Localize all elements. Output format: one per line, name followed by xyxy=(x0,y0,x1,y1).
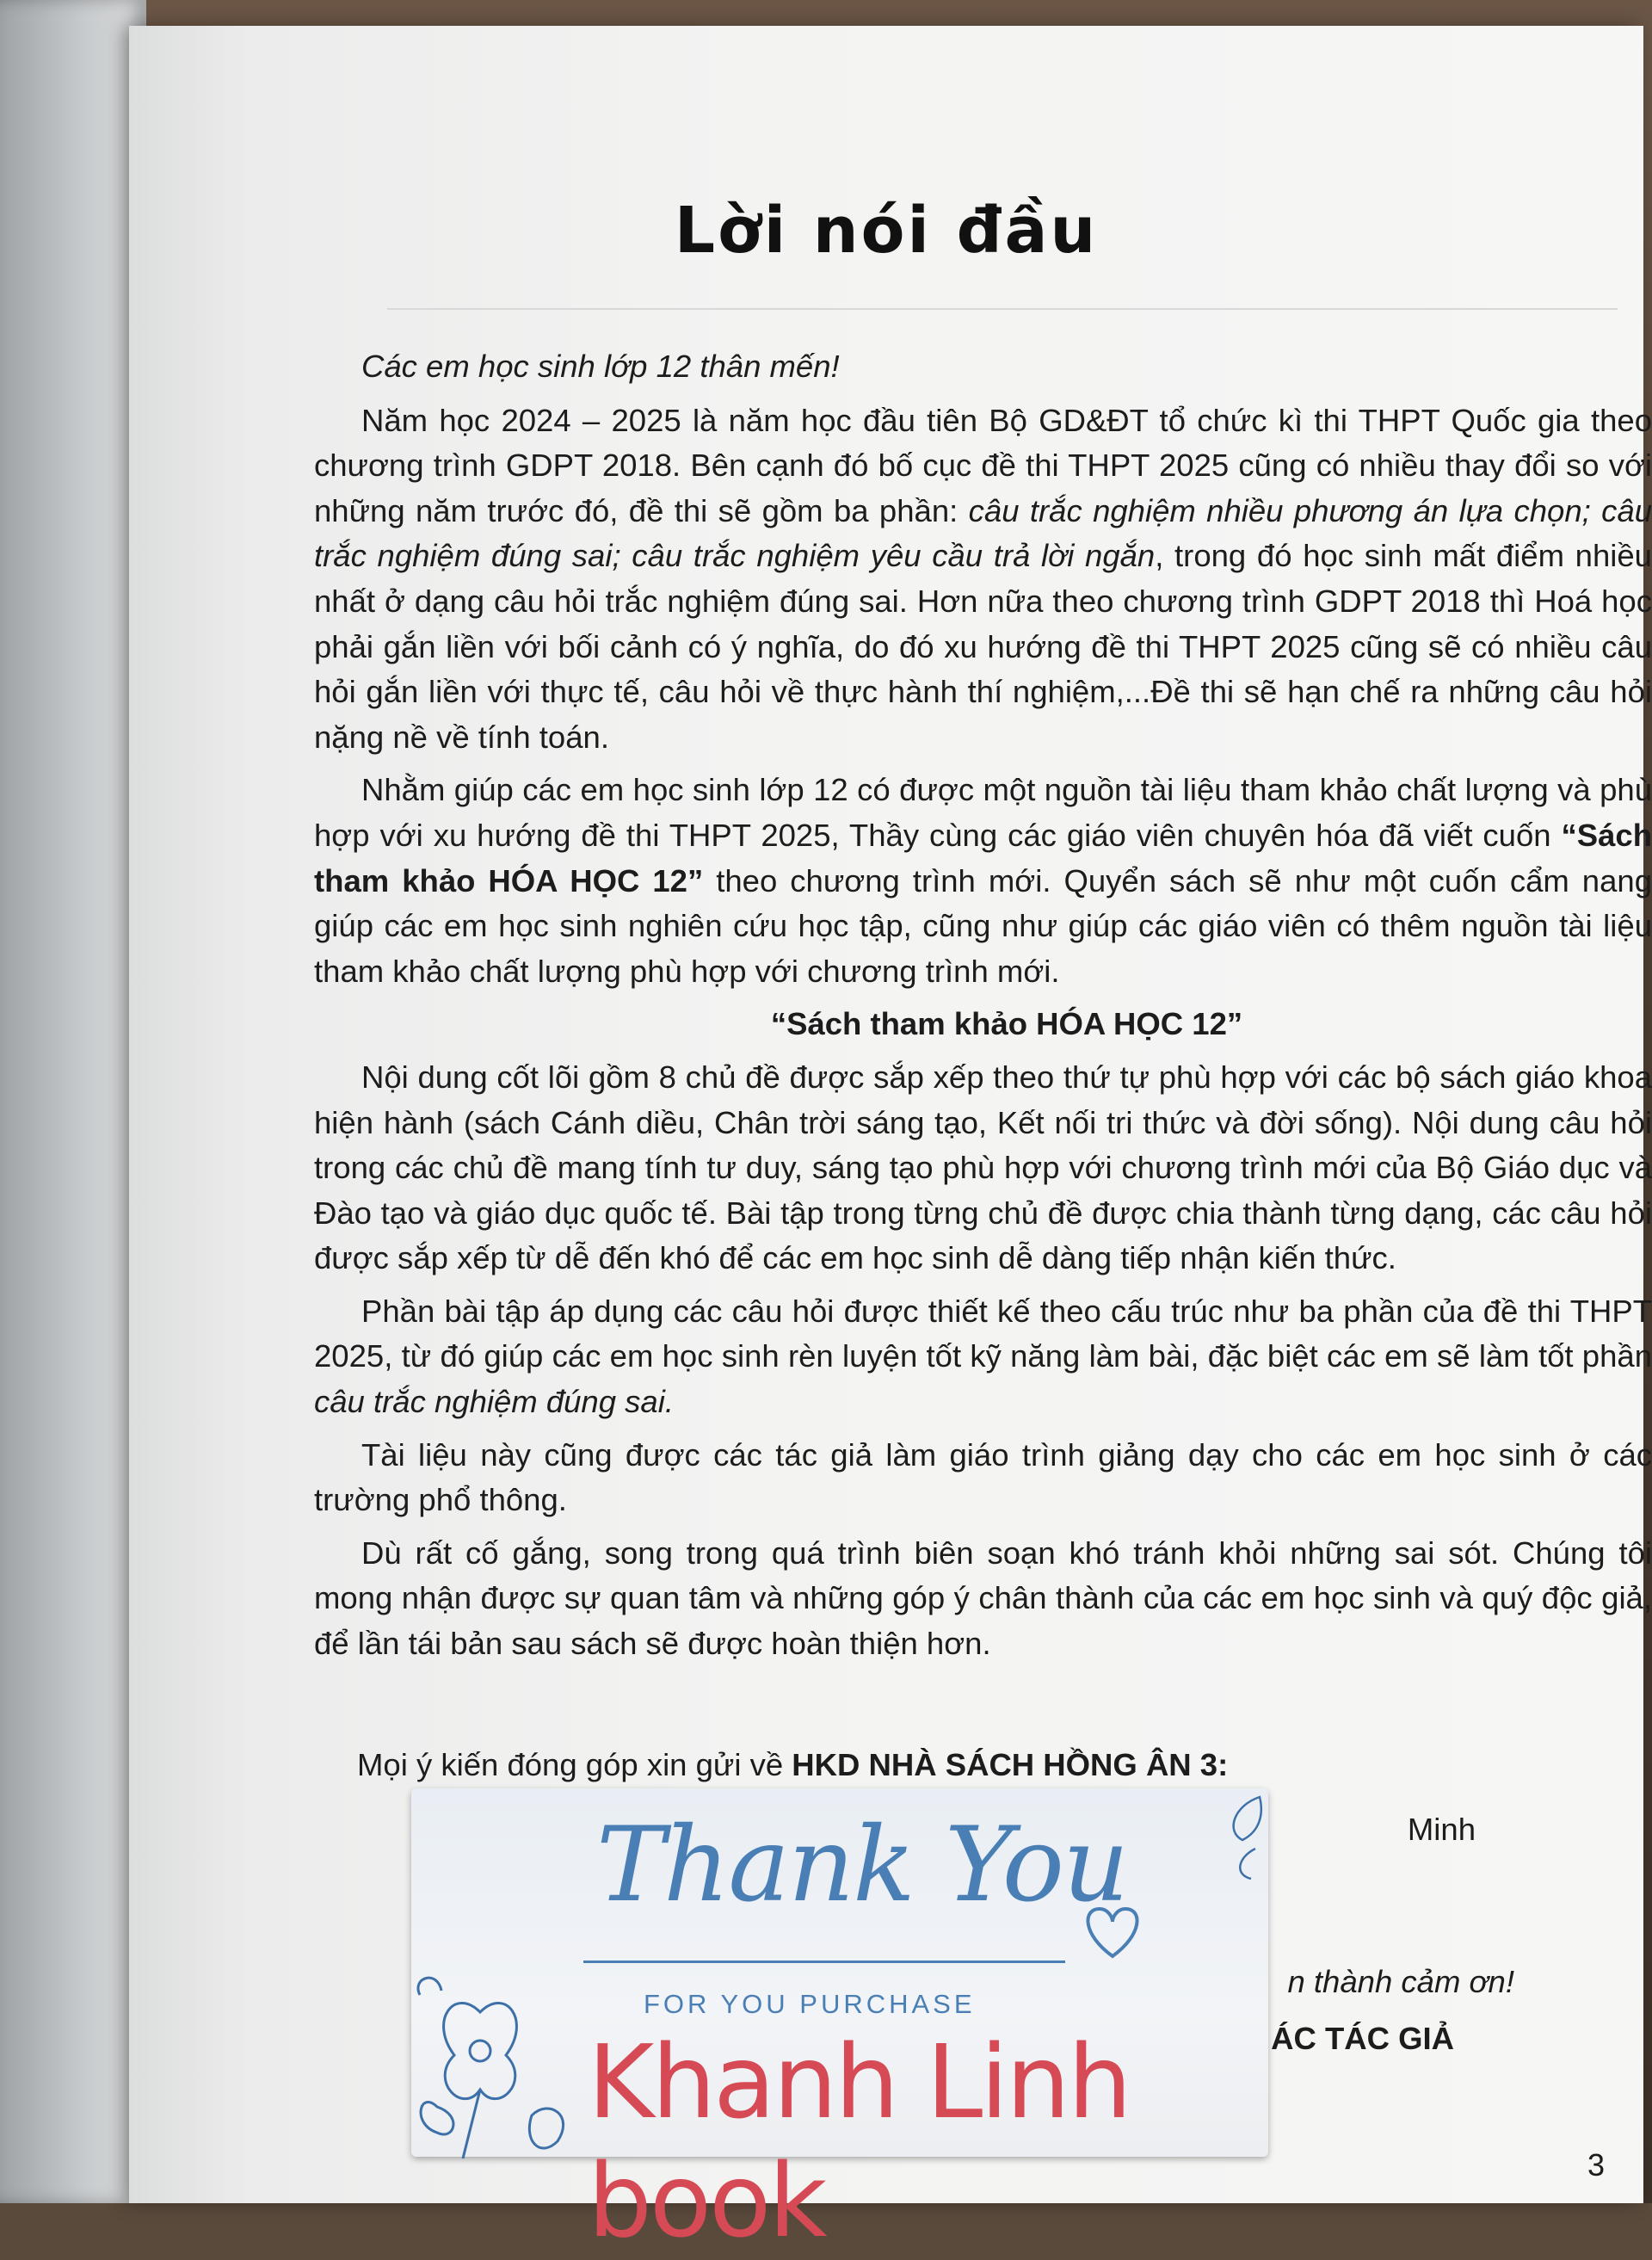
thank-you-text: Thank You xyxy=(596,1806,1128,1925)
leaf-decoration-icon xyxy=(1199,1788,1268,1883)
heart-icon xyxy=(1074,1892,1151,1969)
shop-name: Khanh Linh book xyxy=(588,2022,1130,2260)
page-title: Lời nói đầu xyxy=(674,194,1099,268)
paragraph-5: Tài liệu này cũng được các tác giả làm giáo trình giảng dạy cho các em học sinh ở các trường phổ thông. xyxy=(314,1436,1652,1518)
address-end: Minh xyxy=(1407,1812,1476,1847)
paragraph-4-text-a: Phần bài tập áp dụng các câu hỏi được thiết kế theo cấu trúc như ba phần của đề thi THPT 2025, từ đó giúp các em học sinh rèn luyện tốt kỹ năng làm bài, đặc biệt các em sẽ làm tốt phần xyxy=(314,1293,1652,1374)
left-page-edge xyxy=(0,0,146,2203)
sticker-underline xyxy=(583,1961,1065,1963)
thanks-text: n thành cảm ơn! xyxy=(1287,1964,1514,1999)
paragraph-2-text-c: theo chương trình mới. Quyển sách sẽ như một cuốn cẩm nang giúp các em học sinh nghiên cứu học tập, cũng như giúp các giáo viên có thêm nguồn tài liệu tham khảo chất lượng phù hợp với chương trình mới. xyxy=(314,862,1652,989)
paragraph-1-italic: câu trắc nghiệm nhiều phương án lựa chọn; câu trắc nghiệm đúng sai; câu trắc nghiệm yêu cầu trả lời ngắn xyxy=(314,492,1652,574)
preface-body xyxy=(314,344,1652,1675)
paragraph-3: Nội dung cốt lõi gồm 8 chủ đề được sắp xếp theo thứ tự phù hợp với các bộ sách giáo khoa hiện hành (sách Cánh diều, Chân trời sáng tạo, Kết nối tri thức và đời sống). Nội dung câu hỏi trong các chủ đề mang tính tư duy, sáng tạo phù hợp với chương trình mới của Bộ Giáo dục và Đào tạo và giáo dục quốc tế. Bài tập trong từng chủ đề được chia thành từng dạng, các câu hỏi được sắp xếp từ dễ đến khó để các em học sinh dễ dàng tiếp nhận kiến thức. xyxy=(314,1059,1652,1276)
book-subtitle: “Sách tham khảo HÓA HỌC 12” xyxy=(770,1006,1243,1042)
paragraph-1 xyxy=(314,398,1652,761)
paragraph-4-italic: câu trắc nghiệm đúng sai. xyxy=(314,1384,674,1420)
page-number: 3 xyxy=(1587,2147,1605,2183)
paragraph-4 xyxy=(314,1289,1652,1425)
paragraph-2-text-a: Nhằm giúp các em học sinh lớp 12 có được một nguồn tài liệu tham khảo chất lượng và phù hợp với xu hướng đề thi THPT 2025, Thầy cùng các giáo viên chuyên hóa đã viết cuốn xyxy=(314,772,1652,853)
paragraph-1-text-c: , trong đó học sinh mất điểm nhiều nhất ở dạng câu hỏi trắc nghiệm đúng sai. Hơn nữa theo chương trình GDPT 2018 thì Hoá học phải gắn liền với bối cảnh có ý nghĩa, do đó xu hướng đề thi THPT 2025 cũng sẽ có nhiều câu hỏi gắn liền với thực tế, câu hỏi về thực hành thí nghiệm,...Đề thi sẽ hạn chế ra những câu hỏi nặng nề về tính toán. xyxy=(314,538,1652,755)
contact-line xyxy=(357,1747,1228,1783)
contact-intro: Mọi ý kiến đóng góp xin gửi về xyxy=(357,1747,792,1782)
flower-decoration-icon xyxy=(403,1943,592,2167)
paragraph-1-text-a: Năm học 2024 – 2025 là năm học đầu tiên Bộ GD&ĐT tổ chức kì thi THPT Quốc gia theo chương trình GDPT 2018. Bên cạnh đó bố cục đề thi THPT 2025 cũng có nhiều thay đổi so với những năm trước đó, đề thi sẽ gồm ba phần: xyxy=(314,402,1652,528)
paragraph-6: Dù rất cố gắng, song trong quá trình biên soạn khó tránh khỏi những sai sót. Chúng tôi mong nhận được sự quan tâm và những góp ý chân thành của các em học sinh và quý độc giả, để lần tái bản sau sách sẽ được hoàn thiện hơn. xyxy=(314,1534,1652,1662)
authors-signature: ÁC TÁC GIẢ xyxy=(1271,2021,1454,2056)
purchase-text: FOR YOU PURCHASE xyxy=(644,1989,976,2019)
contact-org: HKD NHÀ SÁCH HỒNG ÂN 3: xyxy=(792,1747,1229,1782)
title-divider xyxy=(387,308,1618,310)
thank-you-sticker xyxy=(411,1788,1268,2260)
book-title-inline: “Sách tham khảo HÓA HỌC 12” xyxy=(314,817,1652,898)
greeting: Các em học sinh lớp 12 thân mến! xyxy=(361,349,840,384)
paragraph-2 xyxy=(314,768,1652,994)
